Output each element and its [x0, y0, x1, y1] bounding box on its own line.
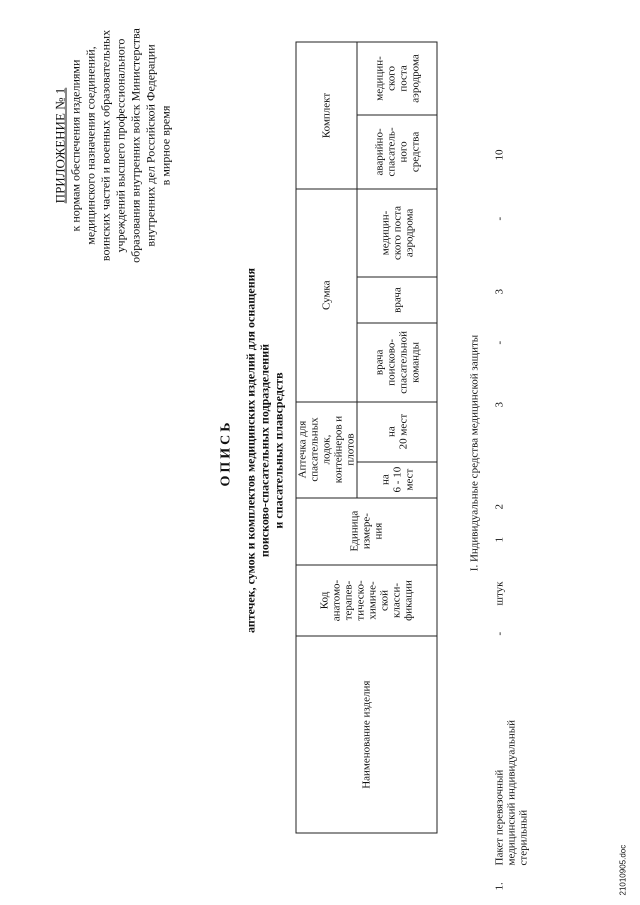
- row-6-10: 1: [493, 536, 505, 542]
- subheader-psk-doctor: врача поисково- спасательной команды: [357, 323, 437, 401]
- header-sumka: Сумка: [296, 188, 357, 401]
- header-name: Наименование изделия: [296, 636, 437, 833]
- row-doctor: -: [493, 340, 505, 344]
- header-komplekt: Комплект: [296, 42, 357, 189]
- subheader-6-10: на 6 - 10 мест: [357, 461, 437, 497]
- section-heading: I. Индивидуальные средства медицинской защиты: [468, 334, 480, 571]
- appendix-line-4: учреждений высшего профессионального: [113, 38, 127, 252]
- row-item-name: Пакет перевязочный медицинский индивидуальный стерильный: [493, 719, 529, 865]
- subheader-med-post: медицин- ского поста аэродрома: [357, 188, 437, 276]
- header-aptechka: Аптечка для спасательных лодок, контейнеров и плотов: [296, 401, 357, 497]
- row-med-post-aero: 10: [493, 149, 505, 160]
- header-unit: Единица измере- ния: [296, 497, 437, 564]
- row-psk-doctor: 3: [493, 401, 505, 407]
- row-med-post: 3: [493, 288, 505, 294]
- row-number: 1.: [493, 881, 505, 890]
- subheader-med-post-aero: медицин- ского поста аэродрома: [357, 42, 437, 115]
- subtitle-line-2: и спасательных плавсредств: [271, 371, 285, 529]
- appendix-line-7: в мирное время: [158, 105, 172, 185]
- subtitle-line-1: аптечек, сумок и комплектов медицинских изделий для оснащения поисково-спасательных подразделений: [243, 267, 271, 633]
- row-code: -: [493, 631, 505, 635]
- file-name: 21010905.doc: [618, 844, 627, 895]
- appendix-line-2: медицинского назначения соединений,: [83, 45, 97, 245]
- header-code: Код анатомо- терапев- тическо- химиче- ской класси- фикации: [296, 564, 437, 636]
- appendix-line-6: внутренних дел Российской Федерации: [143, 43, 157, 247]
- appendix-line-1: к нормам обеспечения изделиями: [68, 59, 82, 231]
- header-row-1: [296, 42, 357, 833]
- document-title: ОПИСЬ: [218, 418, 233, 487]
- row-unit: штук: [493, 581, 505, 605]
- appendix-block: [52, 10, 173, 280]
- subheader-20: на 20 мест: [357, 401, 437, 461]
- appendix-heading: ПРИЛОЖЕНИЕ № 1: [52, 87, 67, 203]
- appendix-line-3: воинских частей и военных образовательных: [98, 29, 112, 261]
- document-subtitle: [243, 240, 285, 660]
- appendix-line-5: образования внутренних войск Министерства: [128, 27, 142, 263]
- subheader-doctor: врача: [357, 276, 437, 322]
- inventory-table: [295, 41, 437, 833]
- row-20: 2: [493, 503, 505, 509]
- row-rescue: -: [493, 216, 505, 220]
- subheader-rescue: аварийно- спасатель- ного средства: [357, 114, 437, 188]
